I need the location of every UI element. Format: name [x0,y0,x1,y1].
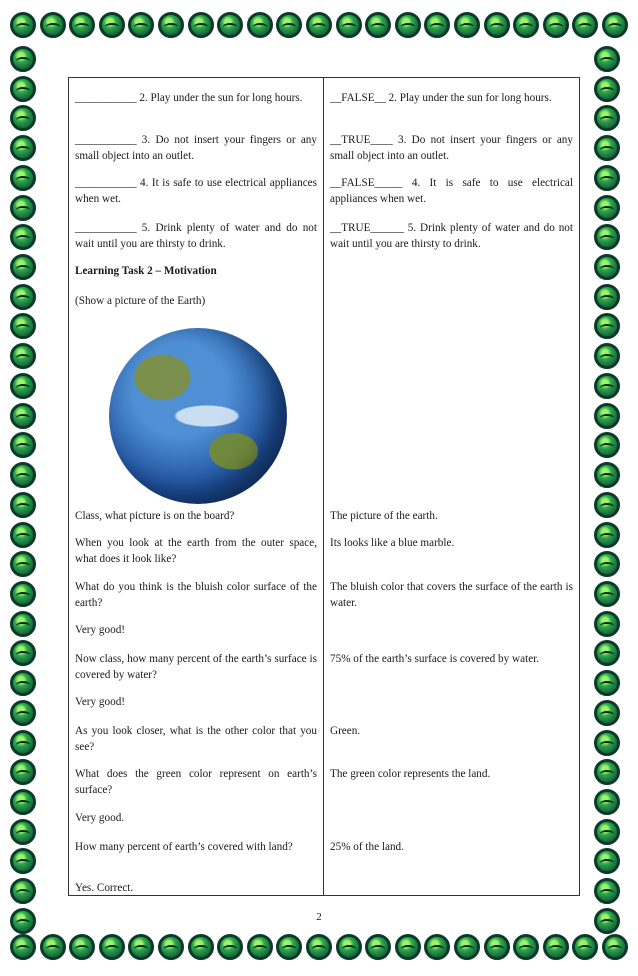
globe-icon [365,934,391,960]
globe-icon [594,313,620,339]
globe-icon [247,12,273,38]
question-2: When you look at the earth from the outer space, what does it look like? [75,537,317,565]
globe-icon [10,343,36,369]
globe-icon [594,730,620,756]
globe-icon [594,522,620,548]
globe-icon [395,12,421,38]
globe-icon [69,12,95,38]
globe-icon [572,12,598,38]
globe-icon [594,462,620,488]
globe-icon [99,12,125,38]
globe-icon [594,670,620,696]
globe-icon [10,730,36,756]
question-5: As you look closer, what is the other color that you see? [75,725,317,753]
globe-icon [10,165,36,191]
answer-2: Its looks like a blue marble. [330,537,455,549]
globe-icon [128,12,154,38]
globe-icon [594,135,620,161]
globe-icon [336,934,362,960]
question-4: Now class, how many percent of the earth’s surface is covered by water? [75,653,317,681]
question-6: What does the green color represent on earth’s surface? [75,768,317,796]
globe-icon [10,551,36,577]
globe-icon [10,46,36,72]
globe-icon [158,934,184,960]
right-globe-border [594,46,628,934]
answer-6: The green color represents the land. [330,768,491,780]
globe-icon [10,492,36,518]
quiz-item-5: ___________ 5. Drink plenty of water and do not wait until you are thirsty to drink. [75,222,317,250]
globe-icon [276,12,302,38]
quiz-item-2: ___________ 2. Play under the sun for long hours. [75,92,303,104]
globe-icon [602,934,628,960]
globe-icon [10,195,36,221]
globe-icon [594,611,620,637]
globe-icon [365,12,391,38]
globe-icon [594,789,620,815]
globe-icon [594,254,620,280]
globe-icon [594,492,620,518]
globe-icon [10,789,36,815]
globe-icon [306,934,332,960]
globe-icon [424,934,450,960]
globe-icon [10,670,36,696]
globe-icon [10,76,36,102]
earth-image [109,328,287,504]
globe-icon [594,581,620,607]
globe-icon [594,46,620,72]
globe-icon [594,700,620,726]
answer-3: The bluish color that covers the surface of the earth is water. [330,581,573,609]
globe-icon [10,105,36,131]
globe-icon [594,165,620,191]
globe-icon [188,934,214,960]
globe-icon [10,581,36,607]
globe-icon [10,878,36,904]
globe-icon [217,12,243,38]
globe-icon [217,934,243,960]
globe-icon [594,284,620,310]
globe-icon [594,819,620,845]
globe-icon [602,12,628,38]
globe-icon [10,224,36,250]
globe-icon [10,640,36,666]
globe-icon [594,759,620,785]
globe-icon [594,848,620,874]
answer-item-5: __TRUE______ 5. Drink plenty of water and do not wait until you are thirsty to drink. [330,222,573,250]
globe-icon [484,934,510,960]
globe-icon [594,343,620,369]
globe-icon [10,373,36,399]
globe-icon [10,432,36,458]
globe-icon [10,522,36,548]
globe-icon [276,934,302,960]
globe-icon [594,373,620,399]
globe-icon [10,12,36,38]
answer-7: 25% of the land. [330,841,404,853]
globe-icon [10,819,36,845]
globe-icon [594,195,620,221]
question-7: How many percent of earth’s covered with land? [75,841,293,853]
globe-icon [484,12,510,38]
globe-icon [10,848,36,874]
globe-icon [99,934,125,960]
answer-item-4: __FALSE_____ 4. It is safe to use electrical appliances when wet. [330,177,573,205]
globe-icon [10,254,36,280]
praise-1: Very good! [75,624,126,636]
quiz-item-4: ___________ 4. It is safe to use electrical appliances when wet. [75,177,317,205]
globe-icon [10,135,36,161]
praise-3: Very good. [75,812,125,824]
praise-2: Very good! [75,696,126,708]
task-heading: Learning Task 2 – Motivation [75,265,217,277]
question-1: Class, what picture is on the board? [75,510,235,522]
top-globe-border [10,12,628,46]
globe-icon [10,700,36,726]
answer-item-3: __TRUE____ 3. Do not insert your fingers or any small object into an outlet. [330,134,573,162]
instruction-text: (Show a picture of the Earth) [75,295,206,307]
globe-icon [543,12,569,38]
globe-icon [594,551,620,577]
globe-icon [594,76,620,102]
globe-icon [513,12,539,38]
globe-icon [10,284,36,310]
globe-icon [69,934,95,960]
globe-icon [395,934,421,960]
question-3: What do you think is the bluish color surface of the earth? [75,581,317,609]
left-globe-border [10,46,44,934]
globe-icon [10,611,36,637]
globe-icon [158,12,184,38]
quiz-item-3: ___________ 3. Do not insert your fingers or any small object into an outlet. [75,134,317,162]
bottom-globe-border [10,934,628,968]
globe-icon [10,462,36,488]
globe-icon [10,759,36,785]
globe-icon [594,105,620,131]
globe-icon [10,934,36,960]
answer-5: Green. [330,725,361,737]
globe-icon [594,403,620,429]
globe-icon [594,224,620,250]
globe-icon [10,403,36,429]
teacher-column [69,78,324,895]
answer-4: 75% of the earth’s surface is covered by water. [330,653,540,665]
answer-1: The picture of the earth. [330,510,438,522]
globe-icon [454,12,480,38]
globe-icon [188,12,214,38]
globe-icon [336,12,362,38]
globe-icon [594,878,620,904]
globe-icon [424,12,450,38]
page-number: 2 [316,911,322,923]
answer-item-2: __FALSE__ 2. Play under the sun for long hours. [330,92,552,104]
globe-icon [40,12,66,38]
globe-icon [594,432,620,458]
globe-icon [513,934,539,960]
globe-icon [454,934,480,960]
globe-icon [594,640,620,666]
lesson-table [68,77,580,896]
student-column [324,78,579,895]
globe-icon [40,934,66,960]
globe-icon [10,313,36,339]
globe-icon [543,934,569,960]
praise-4: Yes. Correct. [75,882,134,894]
globe-icon [247,934,273,960]
globe-icon [572,934,598,960]
globe-icon [306,12,332,38]
globe-icon [128,934,154,960]
